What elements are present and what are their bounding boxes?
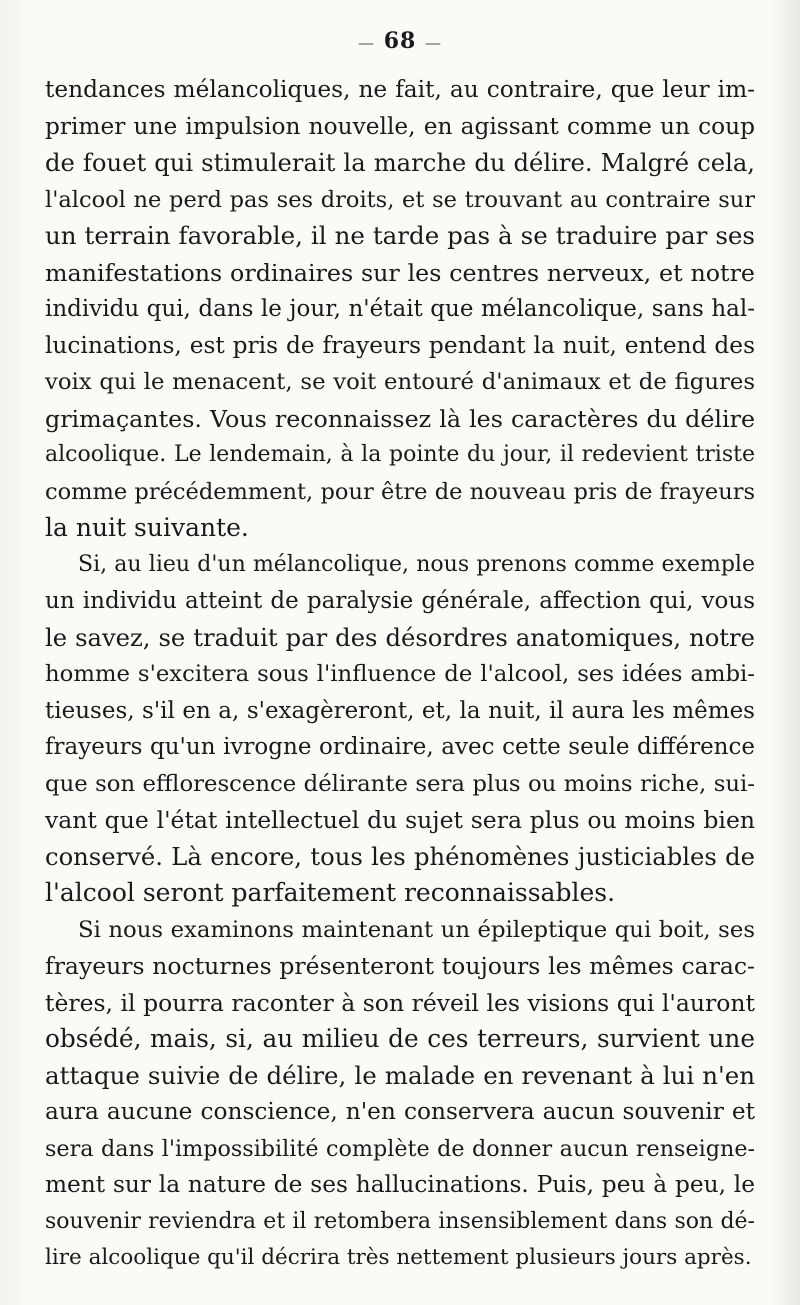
text-line: Si nous examinons maintenant un épileptique qui boit, ses [78, 916, 755, 943]
text-line: vant que l'état intellectuel du sujet sera plus ou moins bien [45, 806, 755, 834]
text-line: homme s'excitera sous l'influence de l'alcool, ses idées ambi- [45, 661, 755, 687]
text-line: la nuit suivante. [45, 513, 249, 542]
text-line: de fouet qui stimulerait la marche du délire. Malgré cela, [45, 148, 755, 177]
text-line: comme précédemment, pour être de nouveau pris de frayeurs [45, 478, 755, 505]
text-line: lucinations, est pris de frayeurs pendant la nuit, entend des [45, 331, 755, 359]
text-line: tères, il pourra raconter à son réveil les visions qui l'auront [45, 988, 755, 1017]
text-line: souvenir reviendra et il retombera insensiblement dans son dé- [45, 1208, 755, 1234]
text-line: attaque suivie de délire, le malade en revenant à lui n'en [45, 1060, 755, 1090]
text-line: voix qui le menacent, se voit entouré d'animaux et de figures [45, 369, 755, 395]
text-line: manifestations ordinaires sur les centres nerveux, et notre [45, 258, 755, 287]
text-line: frayeurs nocturnes présenteront toujours les mêmes carac- [45, 952, 755, 980]
text-line: l'alcool ne perd pas ses droits, et se trouvant au contraire sur [45, 186, 755, 213]
text-line: grimaçantes. Vous reconnaissez là les caractères du délire [45, 404, 755, 433]
page-number-dash-right: — [424, 33, 442, 52]
page-number-value: 68 [383, 28, 417, 54]
body-text [45, 72, 755, 1277]
text-line: que son efflorescence délirante sera plus ou moins riche, sui- [45, 770, 755, 797]
text-line: aura aucune conscience, n'en conservera aucun souvenir et [45, 1098, 755, 1125]
text-line: obsédé, mais, si, au milieu de ces terreurs, survient une [45, 1024, 755, 1053]
text-line: primer une impulsion nouvelle, en agissant comme un coup [45, 112, 755, 140]
text-line: Si, au lieu d'un mélancolique, nous prenons comme exemple [78, 551, 755, 577]
text-line: un individu atteint de paralysie générale, affection qui, vous [45, 588, 755, 614]
text-line: le savez, se traduit par des désordres anatomiques, notre [45, 622, 755, 652]
text-line: individu qui, dans le jour, n'était que mélancolique, sans hal- [45, 296, 755, 322]
text-line: lire alcoolique qu'il décrira très nettement plusieurs jours après. [45, 1245, 752, 1270]
text-line: ment sur la nature de ses hallucinations. Puis, peu à peu, le [45, 1171, 755, 1198]
text-line: alcoolique. Le lendemain, à la pointe du jour, il redevient triste [45, 442, 755, 467]
text-line: tendances mélancoliques, ne fait, au contraire, que leur im- [45, 76, 755, 103]
text-line: conservé. Là encore, tous les phénomènes justiciables de [45, 841, 755, 871]
text-line: un terrain favorable, il ne tarde pas à se traduire par ses [45, 221, 755, 250]
text-line: sera dans l'impossibilité complète de donner aucun renseigne- [45, 1135, 755, 1162]
text-line: frayeurs qu'un ivrogne ordinaire, avec cette seule différence [45, 734, 755, 760]
text-line: tieuses, s'il en a, s'exagèreront, et, la nuit, il aura les mêmes [45, 697, 755, 724]
text-line: l'alcool seront parfaitement reconnaissables. [45, 878, 616, 907]
page-number-dash-left: — [358, 33, 376, 52]
page-number [0, 28, 800, 54]
